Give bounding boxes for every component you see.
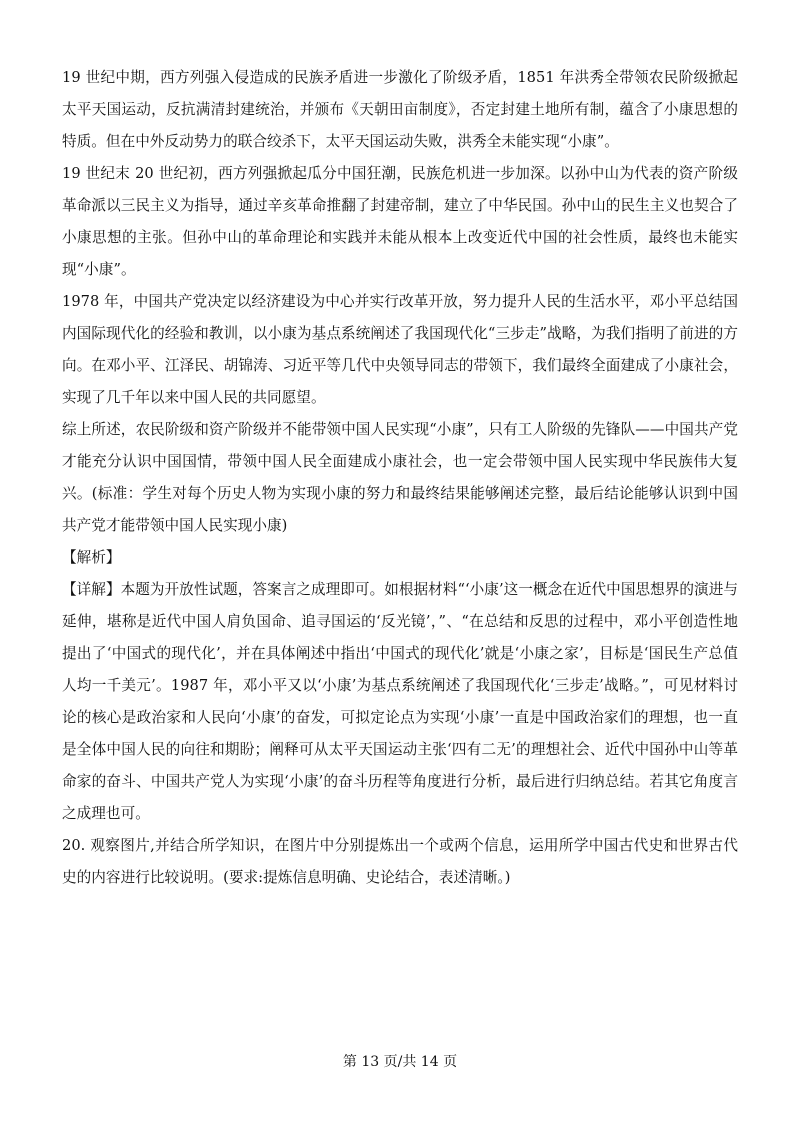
paragraph-detailed-explanation: 【详解】本题为开放性试题，答案言之成理即可。如根据材料“‘小康’这一概念在近代中国思想界的演进与延伸，堪称是近代中国人肩负国命、追寻国运的‘反光镜’，”、“在总结和反思的过程中，邓小平创造性地提出了‘中国式的现代化’，并在具体阐述中指出‘中国式的现代化’就是‘小康之家’，目标是‘国民生产总值人均一千美元’。1987 年，邓小平又以‘小康’为基点系统阐述了我国现代化‘三步走’战略。”，可见材料讨论的核心是政治家和人民向‘小康’的奋发，可拟定论点为实现‘小康’一直是中国政治家们的理想，也一直是全体中国人民的向往和期盼；阐释可从太平天国运动主张‘四有二无’的理想社会、近代中国孙中山等革命家的奋斗、中国共产党人为实现‘小康’的奋斗历程等角度进行分析，最后进行归纳总结。若其它角度言之成理也可。 xyxy=(62,581,738,822)
question-20: 20. 观察图片,并结合所学知识，在图片中分别提炼出一个或两个信息，运用所学中国古代史和世界古代史的内容进行比较说明。(要求:提炼信息明确、史论结合，表述清晰。) xyxy=(62,837,738,886)
paragraph-1978: 1978 年，中国共产党决定以经济建设为中心并实行改革开放，努力提升人民的生活水平，邓小平总结国内国际现代化的经验和教训，以小康为基点系统阐述了我国现代化“三步走”战略，为我们指明了前进的方向。在邓小平、江泽民、胡锦涛、习近平等几代中央领导同志的带领下，我们最终全面建成了小康社会，实现了几千年以来中国人民的共同愿望。 xyxy=(62,293,738,406)
paragraph-sun-yat-sen: 19 世纪末 20 世纪初，西方列强掀起瓜分中国狂潮，民族危机进一步加深。以孙中山为代表的资产阶级革命派以三民主义为指导，通过辛亥革命推翻了封建帝制，建立了中华民国。孙中山的民生主义也契合了小康思想的主张。但孙中山的革命理论和实践并未能从根本上改变近代中国的社会性质，最终也未能实现“小康”。 xyxy=(62,165,738,278)
analysis-heading: 【解析】 xyxy=(62,549,121,566)
document-body xyxy=(62,62,738,894)
page-number: 第 13 页/共 14 页 xyxy=(342,1054,458,1070)
paragraph-taiping: 19 世纪中期，西方列强入侵造成的民族矛盾进一步激化了阶级矛盾，1851 年洪秀全带领农民阶级掀起太平天国运动，反抗满清封建统治，并颁布《天朝田亩制度》，否定封建土地所有制，蕴含了小康思想的特质。但在中外反动势力的联合绞杀下，太平天国运动失败，洪秀全未能实现“小康”。 xyxy=(62,69,738,150)
paragraph-conclusion: 综上所述，农民阶级和资产阶级并不能带领中国人民实现“小康”，只有工人阶级的先锋队——中国共产党才能充分认识中国国情，带领中国人民全面建成小康社会，也一定会带领中国人民实现中华民族伟大复兴。(标准：学生对每个历史人物为实现小康的努力和最终结果能够阐述完整，最后结论能够认识到中国共产党才能带领中国人民实现小康) xyxy=(62,421,738,534)
